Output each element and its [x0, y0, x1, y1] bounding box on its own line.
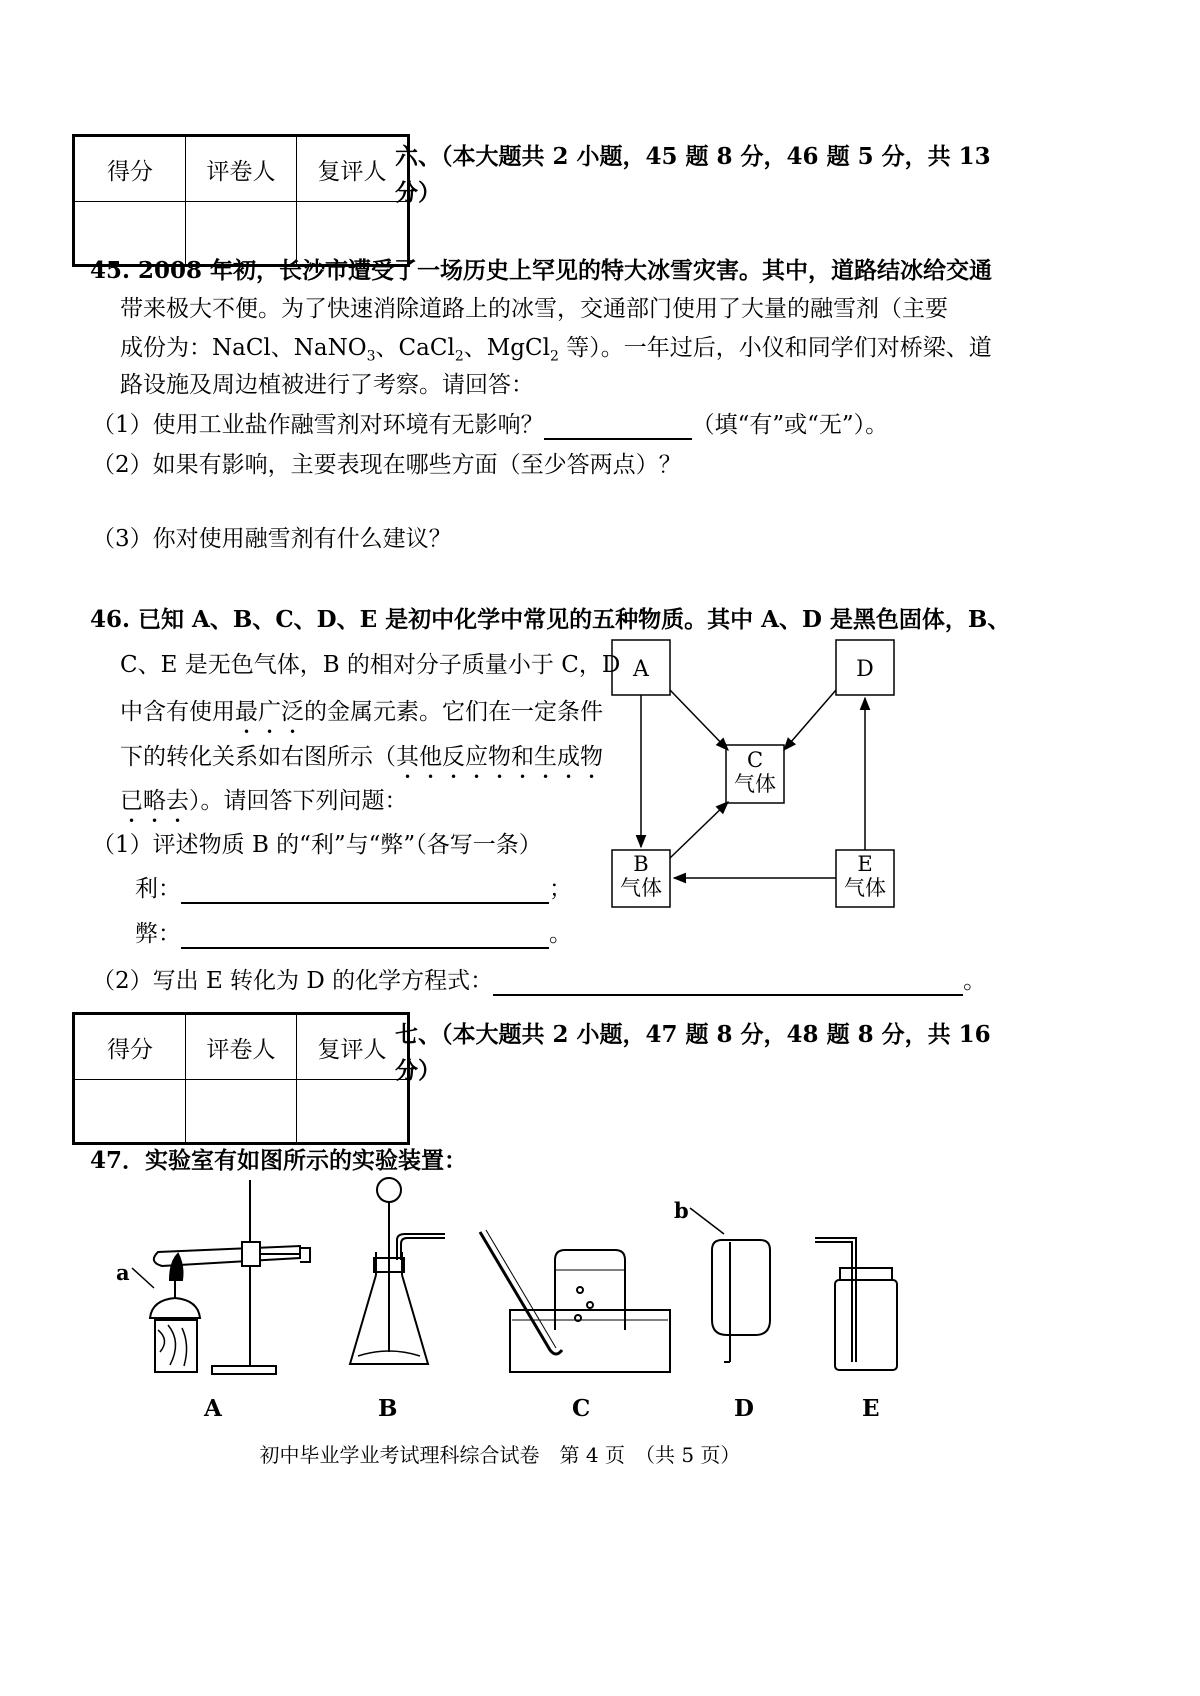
q46-part1: （1）评述物质 B 的“利”与“弊”（各写一条）: [92, 832, 542, 858]
grader-header: 评卷人: [186, 136, 297, 202]
apparatus-label-a: A: [204, 1395, 222, 1422]
q46-line4: 下的转化关系如右图所示（其他反应物和生成物: [120, 744, 603, 770]
q46-bi-blank[interactable]: [181, 923, 549, 949]
apparatus-label-e: E: [862, 1395, 880, 1422]
apparatus-e: [815, 1238, 897, 1370]
label-b-tube: b: [674, 1198, 689, 1223]
q46-equation-blank[interactable]: [493, 970, 963, 996]
grader-header: 评卷人: [186, 1014, 297, 1080]
q45-line1: 45. 2008 年初，长沙市遭受了一场历史上罕见的特大冰雪灾害。其中，道路结冰给交通: [90, 257, 993, 284]
node-e-label: E 气体: [844, 852, 886, 900]
q45-part2: （2）如果有影响，主要表现在哪些方面（至少答两点）？: [92, 452, 682, 478]
reviewer-cell[interactable]: [297, 1080, 409, 1144]
node-c-label: C 气体: [734, 748, 776, 796]
q47-line1: 47．实验室有如图所示的实验装置：: [90, 1147, 468, 1174]
reviewer-header: 复评人: [297, 1014, 409, 1080]
score-table-2: [72, 1012, 410, 1145]
grader-cell[interactable]: [186, 1080, 297, 1144]
node-a-label: A: [633, 657, 649, 682]
q46-bi: 弊： 。: [135, 921, 572, 947]
apparatus-c: [480, 1230, 670, 1372]
q45-line3: 成份为：NaCl、NaNO$_3$、CaCl$_2$、MgCl$_2$ 等）。一年过后，小仪和同学们对桥梁、道: [120, 335, 992, 365]
lab-apparatus: [100, 1170, 940, 1390]
q46-part2: （2）写出 E 转化为 D 的化学方程式： 。: [92, 968, 987, 994]
score-header: 得分: [74, 136, 186, 202]
score-table-1: [72, 134, 410, 267]
q45-part3: （3）你对使用融雪剂有什么建议？: [92, 526, 452, 552]
section-6-heading-cont: 分）: [395, 179, 441, 206]
q46-li-blank[interactable]: [181, 878, 549, 904]
apparatus-label-b: B: [378, 1395, 398, 1422]
q46-line1: 46. 已知 A、B、C、D、E 是初中化学中常见的五种物质。其中 A、D 是黑色固体，B、: [90, 606, 1011, 633]
q46-line3: 中含有使用最广泛的金属元素。它们在一定条件: [120, 699, 603, 725]
page-footer: 初中毕业学业考试理科综合试卷 第 4 页 （共 5 页）: [259, 1443, 741, 1467]
q45-line2: 带来极大不便。为了快速消除道路上的冰雪，交通部门使用了大量的融雪剂（主要: [120, 296, 948, 322]
section-7-heading-cont: 分）: [395, 1057, 441, 1084]
node-b-label: B 气体: [620, 852, 662, 900]
node-d-label: D: [856, 657, 874, 682]
arrow-d-c: [784, 690, 836, 750]
score-cell[interactable]: [74, 1080, 186, 1144]
section-6-heading: 六、（本大题共 2 小题，45 题 8 分，46 题 5 分，共 13: [395, 143, 991, 170]
q45-answer-blank[interactable]: [544, 414, 692, 440]
apparatus-d: [690, 1208, 770, 1362]
apparatus-b: [350, 1178, 445, 1364]
reviewer-header: 复评人: [297, 136, 409, 202]
q46-li: 利： ；: [135, 876, 572, 902]
arrow-a-c: [670, 690, 728, 750]
q45-part1: （1）使用工业盐作融雪剂对环境有无影响？ （填“有”或“无”）。: [92, 412, 889, 438]
arrow-b-c: [670, 802, 728, 858]
q46-line2: C、E 是无色气体，B 的相对分子质量小于 C，D: [120, 652, 621, 678]
score-header: 得分: [74, 1014, 186, 1080]
section-7-heading: 七、（本大题共 2 小题，47 题 8 分，48 题 8 分，共 16: [395, 1021, 991, 1048]
q45-line4: 路设施及周边植被进行了考察。请回答：: [120, 372, 534, 398]
q46-line5: 已略去）。请回答下列问题：: [120, 788, 408, 814]
label-a-lamp: a: [116, 1260, 130, 1285]
apparatus-a: [132, 1180, 310, 1374]
apparatus-label-d: D: [734, 1395, 754, 1422]
apparatus-label-c: C: [572, 1395, 591, 1422]
